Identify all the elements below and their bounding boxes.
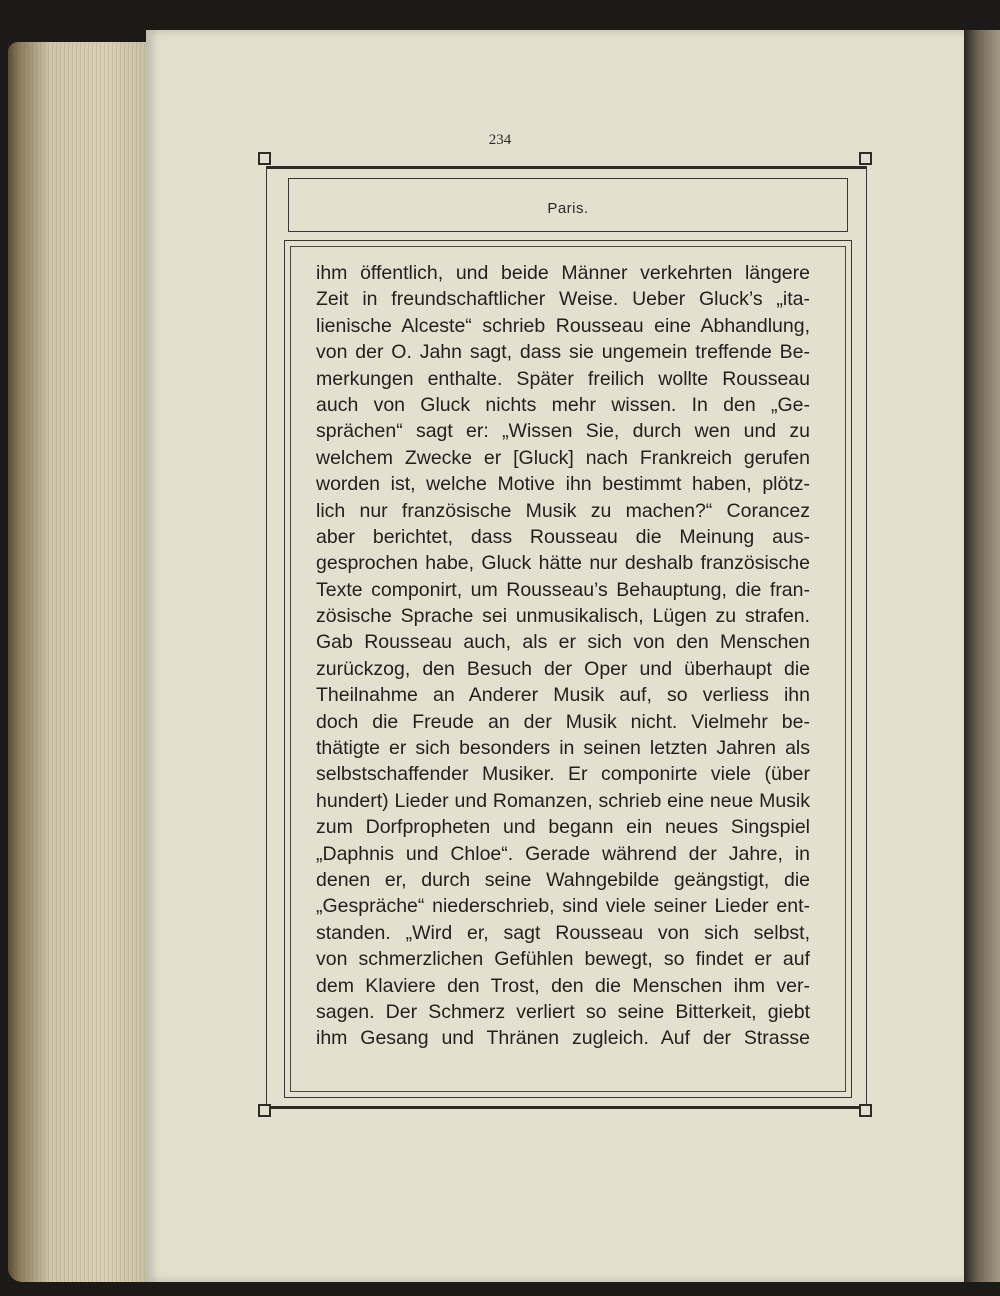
- text-line: Theilnahme an Anderer Musik auf, so verliess ihn: [316, 684, 810, 707]
- text-line: dem Klaviere den Trost, den die Menschen ihm ver-: [316, 974, 810, 997]
- text-line: lich nur französische Musik zu machen?“ Corancez: [316, 499, 810, 522]
- text-line: aber berichtet, dass Rousseau die Meinung aus-: [316, 525, 810, 548]
- page-number: 234: [488, 132, 512, 148]
- text-line: zum Dorfpropheten und begann ein neues Singspiel: [316, 816, 810, 839]
- text-line: denen er, durch seine Wahngebilde geängstigt, die: [316, 868, 810, 891]
- text-line: sagen. Der Schmerz verliert so seine Bitterkeit, giebt: [316, 1000, 810, 1023]
- text-line: hundert) Lieder und Romanzen, schrieb eine neue Musik: [316, 789, 810, 812]
- text-line: „Daphnis und Chloe“. Gerade während der Jahre, in: [316, 842, 810, 865]
- frame-corner-bottom-left: [258, 1104, 271, 1117]
- text-line: von der O. Jahn sagt, dass sie ungemein treffende Be-: [316, 341, 810, 364]
- text-line: „Gespräche“ niederschrieb, sind viele seiner Lieder ent-: [316, 895, 810, 918]
- text-line: welchem Zwecke er [Gluck] nach Frankreich gerufen: [316, 446, 810, 469]
- body-text: [316, 260, 810, 1052]
- text-line: worden ist, welche Motive ihn bestimmt haben, plötz-: [316, 473, 810, 496]
- text-line: sprächen“ sagt er: „Wissen Sie, durch wen und zu: [316, 420, 810, 443]
- text-line: Zeit in freundschaftlicher Weise. Ueber Gluck’s „ita-: [316, 288, 810, 311]
- text-line: lienische Alceste“ schrieb Rousseau eine Abhandlung,: [316, 314, 810, 337]
- text-line: Texte componirt, um Rousseau’s Behauptung, die fran-: [316, 578, 810, 601]
- binding-shadow: [964, 30, 1000, 1282]
- text-line: standen. „Wird er, sagt Rousseau von sich selbst,: [316, 921, 810, 944]
- text-line: ihm Gesang und Thränen zugleich. Auf der Strasse: [316, 1027, 810, 1050]
- frame-corner-bottom-right: [859, 1104, 872, 1117]
- text-line: doch die Freude an der Musik nicht. Vielmehr be-: [316, 710, 810, 733]
- text-line: gesprochen habe, Gluck hätte nur deshalb französische: [316, 552, 810, 575]
- frame-corner-top-left: [258, 152, 271, 165]
- text-line: von schmerzlichen Gefühlen bewegt, so findet er auf: [316, 948, 810, 971]
- text-line: ihm öffentlich, und beide Männer verkehrten längere: [316, 262, 810, 284]
- text-line: merkungen enthalte. Später freilich wollte Rousseau: [316, 367, 810, 390]
- text-line: zösische Sprache sei unmusikalisch, Lügen zu strafen.: [316, 605, 810, 628]
- frame-left-rule: [266, 166, 267, 1110]
- frame-corner-top-right: [859, 152, 872, 165]
- text-line: zurückzog, den Besuch der Oper und überhaupt die: [316, 657, 810, 680]
- text-line: thätigte er sich besonders in seinen letzten Jahren als: [316, 737, 810, 760]
- page-stack-edge: [8, 42, 148, 1282]
- text-line: auch von Gluck nichts mehr wissen. In den „Ge-: [316, 393, 810, 416]
- running-head: Paris.: [547, 200, 589, 217]
- text-line: selbstschaffender Musiker. Er componirte viele (über: [316, 763, 810, 786]
- frame-right-rule: [866, 166, 867, 1110]
- text-line: Gab Rousseau auch, als er sich von den Menschen: [316, 631, 810, 654]
